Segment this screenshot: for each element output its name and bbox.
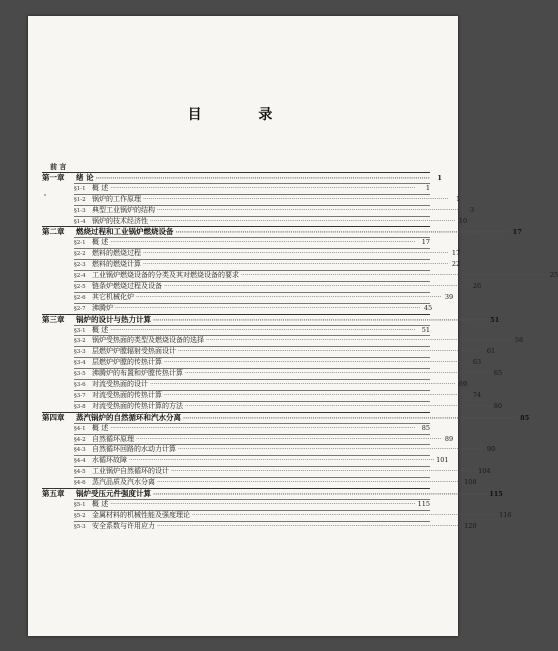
dot-leader: ································································································································································ <box>150 217 456 225</box>
dot-leader: ································································································································································ <box>153 316 488 324</box>
toc-section-row <box>74 521 477 532</box>
dot-leader: ································································································································································ <box>153 491 488 498</box>
section-title: 工业锅炉燃烧设备的分类及其对燃烧设备的要求 <box>92 271 239 279</box>
section-page-number: 120 <box>464 521 477 530</box>
dot-leader: ································································································································································ <box>164 391 470 399</box>
section-title: 典型工业锅炉的结构 <box>92 205 155 214</box>
section-page-number: 17 <box>451 249 461 258</box>
section-number: §4-3 <box>74 447 86 454</box>
chapter-label: 第四章 <box>42 412 65 422</box>
toc-chapter-row <box>42 314 500 325</box>
chapter-title: 锅炉的设计与热力计算 <box>76 314 151 324</box>
toc-section-row <box>74 281 482 292</box>
dot-leader: ································································································································································ <box>110 424 416 432</box>
dot-leader: ································································································································································ <box>157 479 463 487</box>
section-title: 金属材料的机械性能及强度理论 <box>92 510 190 519</box>
section-title: 概 述 <box>92 499 109 508</box>
toc-section-row <box>74 184 430 194</box>
section-title: 安全系数与许用应力 <box>92 521 155 530</box>
section-page-number: 63 <box>472 358 482 367</box>
dot-leader: ································································································································································ <box>178 348 484 356</box>
dot-leader: ································································································································································ <box>110 500 416 508</box>
section-number: §1-4 <box>74 218 86 225</box>
section-number: §4-5 <box>74 469 86 476</box>
toc-section-row <box>74 369 503 379</box>
toc-chapter-row <box>42 489 503 499</box>
chapter-title: 绪 论 <box>76 172 94 182</box>
section-page-number: 101 <box>436 456 449 465</box>
section-number: §5-2 <box>74 512 86 519</box>
section-title: 其它机械化炉 <box>92 292 134 301</box>
dot-leader: ································································································································································ <box>129 457 435 465</box>
section-page-number: 85 <box>421 423 430 432</box>
section-number: §3-7 <box>74 392 86 399</box>
dot-leader: ································································································································································ <box>150 381 456 388</box>
dot-leader: ································································································································································ <box>157 206 463 214</box>
dot-leader: ································································································································································ <box>164 359 470 367</box>
toc-section-row <box>74 510 512 521</box>
toc-section-row <box>74 401 503 412</box>
chapter-title: 蒸汽锅炉的自然循环和汽水分离 <box>76 412 181 422</box>
section-number: §2-6 <box>74 294 86 301</box>
dot-leader: ································································································································································ <box>110 184 416 192</box>
section-number: §2-2 <box>74 251 86 258</box>
dot-leader: ································································································································································ <box>157 522 463 530</box>
section-title: 锅炉的技术经济性 <box>92 216 148 225</box>
section-number: §5-3 <box>74 523 86 530</box>
dot-leader: ································································································································································ <box>136 293 442 301</box>
dot-leader: ································································································································································ <box>241 272 547 279</box>
dot-leader: ································································································································································ <box>143 261 449 269</box>
section-number: §3-2 <box>74 338 86 345</box>
section-title: 水循环故障 <box>92 456 127 465</box>
section-page-number: 45 <box>423 303 433 312</box>
section-number: §2-4 <box>74 273 86 279</box>
toc-section-row <box>74 326 430 336</box>
toc-section-row <box>74 380 468 390</box>
section-title: 对流受热面的传热计算 <box>92 390 162 399</box>
toc-section-row <box>74 249 461 259</box>
section-page-number: 39 <box>444 292 454 301</box>
section-title: 蒸汽品质及汽水分离 <box>92 478 155 487</box>
section-number: §4-1 <box>74 425 86 432</box>
section-title: 沸腾炉 <box>92 303 113 312</box>
section-number: §3-3 <box>74 349 86 356</box>
section-number: §3-1 <box>74 327 86 334</box>
section-page-number: 10 <box>458 216 468 225</box>
toc-section-row <box>74 292 454 303</box>
section-number: §5-1 <box>74 501 86 508</box>
section-title: 概 述 <box>92 325 109 334</box>
section-page-number: 26 <box>472 281 482 290</box>
section-page-number: 25 <box>549 271 558 279</box>
chapter-page-number: 115 <box>489 490 503 498</box>
section-title: 燃料的燃烧过程 <box>92 249 141 258</box>
toc-section-row <box>74 347 496 357</box>
toc-section-row <box>74 303 433 314</box>
section-title: 自然循环原理 <box>92 434 134 443</box>
toc-chapter-row <box>42 227 522 237</box>
toc-section-row <box>74 434 454 445</box>
section-page-number: 17 <box>421 238 430 247</box>
toc-section-row <box>74 205 475 216</box>
dot-leader: ································································································································································ <box>185 402 491 410</box>
dot-leader: ································································································································································ <box>185 370 491 378</box>
toc-section-row <box>74 358 482 368</box>
chapter-page-number: 1 <box>437 173 442 182</box>
section-number: §4-6 <box>74 480 86 487</box>
toc-section-row <box>74 194 461 205</box>
dot-leader: ································································································································································ <box>143 250 449 258</box>
section-title: 概 述 <box>92 423 109 432</box>
section-title: 燃料的燃烧计算 <box>92 260 141 269</box>
toc-section-row <box>74 216 468 227</box>
document-page <box>28 16 558 636</box>
section-page-number: 1 <box>456 194 461 203</box>
dot-leader: ································································································································································ <box>164 282 470 290</box>
toc-section-row <box>74 478 477 488</box>
toc-section-row <box>74 336 524 346</box>
section-page-number: 3 <box>470 205 475 214</box>
dot-leader: ································································································································································ <box>175 229 510 237</box>
section-title: 对流受热面的传热计算的方法 <box>92 401 183 410</box>
chapter-page-number: 17 <box>512 228 522 237</box>
toc-section-row <box>74 456 449 466</box>
section-title: 概 述 <box>92 183 109 192</box>
section-title: 概 述 <box>92 238 109 247</box>
section-page-number: 61 <box>486 347 496 356</box>
chapter-page-number: 85 <box>520 413 530 422</box>
toc-section-row <box>74 260 461 270</box>
dot-leader: ································································································································································ <box>178 446 484 454</box>
toc-section-row <box>74 445 496 455</box>
toc-section-row <box>74 500 430 510</box>
section-title: 对流受热面的设计 <box>92 380 148 388</box>
section-page-number: 89 <box>444 434 454 443</box>
chapter-page-number: 51 <box>490 315 500 324</box>
section-number: §4-2 <box>74 436 86 443</box>
section-number: §3-6 <box>74 382 86 388</box>
section-page-number: 90 <box>486 445 496 454</box>
chapter-title: 锅炉受压元件强度计算 <box>76 489 151 498</box>
section-page-number: 115 <box>417 499 430 508</box>
section-page-number: 69 <box>458 380 468 388</box>
section-number: §1-2 <box>74 196 86 203</box>
section-page-number: 51 <box>421 325 430 334</box>
chapter-label: 第五章 <box>42 489 65 498</box>
section-title: 链条炉燃烧过程及设备 <box>92 281 162 290</box>
section-number: §2-5 <box>74 283 86 290</box>
section-page-number: 58 <box>514 336 524 345</box>
toc-section-row <box>74 390 482 401</box>
dot-leader: ································································································································································ <box>95 174 430 182</box>
section-page-number: 74 <box>472 390 482 399</box>
section-title: 自然循环回路的水动力计算 <box>92 445 176 454</box>
section-number: §1-1 <box>74 185 86 192</box>
toc-chapter-row <box>42 172 442 183</box>
section-title: 沸腾炉的布置和炉膛传热计算 <box>92 369 183 378</box>
chapter-title: 燃烧过程和工业锅炉燃烧设备 <box>76 227 174 237</box>
section-number: §1-3 <box>74 207 86 214</box>
section-page-number: 22 <box>451 260 461 269</box>
section-number: §3-8 <box>74 403 86 410</box>
section-title: 层燃炉炉膛辐射受热面设计 <box>92 347 176 356</box>
toc-section-row <box>74 424 430 434</box>
section-number: §3-5 <box>74 371 86 378</box>
section-page-number: 116 <box>499 510 512 519</box>
chapter-label: 第一章 <box>42 172 65 182</box>
section-title: 层燃炉炉膛的传热计算 <box>92 358 162 367</box>
page-title: 目 录 <box>187 107 299 123</box>
dot-leader: ································································································································································ <box>136 435 442 443</box>
section-page-number: 80 <box>493 401 503 410</box>
dot-leader: ································································································································································ <box>206 337 512 345</box>
toc-chapter-row <box>42 412 530 423</box>
dot-leader: ································································································································································ <box>110 239 416 247</box>
section-number: §3-4 <box>74 360 86 367</box>
section-page-number: 104 <box>478 467 491 476</box>
section-number: §2-3 <box>74 262 86 269</box>
dot-leader: ································································································································································ <box>143 195 449 203</box>
dot-leader: ································································································································································ <box>115 304 421 312</box>
section-title: 工业锅炉自然循环的设计 <box>92 467 169 476</box>
section-title: 锅炉的工作原理 <box>92 194 141 203</box>
section-number: §4-4 <box>74 458 86 465</box>
section-title: 锅炉受热面的类型及燃烧设备的选择 <box>92 336 204 345</box>
toc-section-row <box>74 238 430 248</box>
chapter-label: 第三章 <box>42 314 65 324</box>
toc-section-row <box>74 271 558 281</box>
section-page-number: 65 <box>493 369 503 378</box>
dot-leader: ································································································································································ <box>171 468 477 476</box>
section-page-number: 1 <box>425 183 430 192</box>
dot-leader: ································································································································································ <box>192 511 498 519</box>
dot-leader: ································································································································································ <box>183 414 518 422</box>
chapter-label: 第二章 <box>42 227 65 237</box>
section-number: §2-1 <box>74 240 86 247</box>
section-number: §2-7 <box>74 305 86 312</box>
section-page-number: 108 <box>464 478 477 487</box>
toc-preface: 前 言 <box>50 162 67 171</box>
paper-speck <box>44 194 46 196</box>
toc-section-row <box>74 467 491 477</box>
dot-leader: ································································································································································ <box>110 326 416 334</box>
